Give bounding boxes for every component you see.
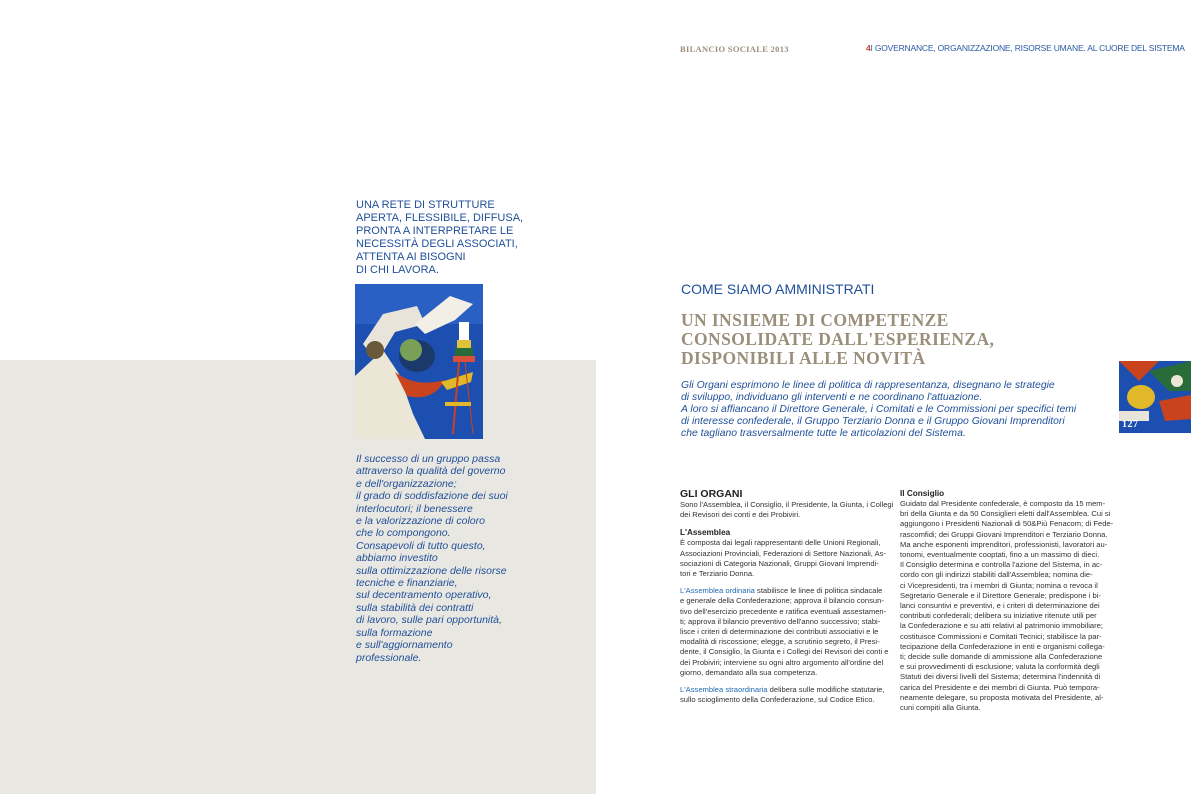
tagline-line: UNA RETE DI STRUTTURE	[356, 199, 495, 211]
intro-line: di interesse confederale, il Gruppo Terziario Donna e il Gruppo Giovani Imprenditori	[681, 415, 1065, 427]
body-line: delibera sulle modifiche statutarie,	[767, 685, 885, 695]
tagline-line: PRONTA A INTERPRETARE LE	[356, 225, 514, 237]
body-line: Sono l'Assemblea, il Consiglio, il Presidente, la Giunta, i Collegi	[680, 500, 894, 509]
quote-line: sul decentramento operativo,	[356, 589, 492, 602]
body-line: cuni compiti alla Giunta.	[900, 703, 981, 713]
body-line: Ma anche esponenti imprenditori, professionisti, lavoratori au-	[900, 539, 1108, 549]
intro-line: che tagliano trasversalmente tutte le articolazioni del Sistema.	[681, 427, 966, 439]
body-line: cordo con gli indirizzi stabiliti dall'Assemblea; nomina die-	[900, 570, 1093, 580]
body-line: Segretario Generale e il Direttore Generale; predispone i bi-	[900, 590, 1101, 600]
quote-line: sulla stabilità dei contratti	[356, 601, 474, 614]
chapter-number: 4	[866, 43, 871, 53]
body-line: rascomfidi; dei Gruppi Giovani Imprenditori e Terziario Donna.	[900, 529, 1108, 539]
quote-line: abbiamo investito	[356, 552, 438, 565]
quote-line: Consapevoli di tutto questo,	[356, 539, 486, 552]
body-line: tivo dell'esercizio precedente e ratifica eventuali assestamen-	[680, 606, 887, 616]
body-line: costituisce Commissioni e Comitati Tecnici; stabilisce la par-	[900, 631, 1102, 641]
quote-line: di lavoro, sulle pari opportunità,	[356, 614, 502, 627]
tagline-line: ATTENTA AI BISOGNI	[356, 251, 466, 263]
pull-quote	[356, 453, 566, 664]
painting-illustration	[355, 284, 483, 439]
quote-line: sulla ottimizzazione delle risorse	[356, 564, 507, 577]
chapter-title: I GOVERNANCE, ORGANIZZAZIONE, RISORSE UMANE. AL CUORE DEL SISTEMA	[870, 43, 1185, 53]
body-line: contributi confederali; delibera su iniziative ritenute utili per	[900, 611, 1097, 621]
intro-line: di sviluppo, individuano gli interventi e ne coordinano l'attuazione.	[681, 391, 983, 403]
quote-line: interlocutori; il benessere	[356, 502, 473, 515]
intro-line: Gli Organi esprimono le linee di politica di rappresentanza, disegnano le strategie	[681, 380, 1055, 391]
quote-line: e la valorizzazione di coloro	[356, 515, 485, 528]
body-line: giorno, demandato alla sua competenza.	[680, 667, 818, 677]
tagline-line: DI CHI LAVORA.	[356, 264, 439, 276]
body-line: dei Revisori dei conti e dei Probiviri.	[680, 510, 801, 520]
body-line: sociazioni di Categoria Nazionali, Gruppi Giovani Imprendi-	[680, 558, 879, 568]
tagline-line: NECESSITÀ DEGLI ASSOCIATI,	[356, 238, 518, 250]
body-line: dente, il Consiglio, la Giunta e i Collegi dei Revisori dei conti e	[680, 647, 889, 657]
body-line: ci Vicepresidenti, tra i membri di Giunta; nomina o revoca il	[900, 580, 1098, 590]
quote-line: attraverso la qualità del governo	[356, 465, 506, 478]
assemblea-ordinaria-label: L'Assemblea ordinaria	[680, 586, 755, 596]
quote-line: e sull'aggiornamento	[356, 639, 453, 652]
quote-line: che lo compongono.	[356, 527, 451, 540]
body-line: ti; decide sulle domande di ammissione alla Confederazione	[900, 652, 1103, 662]
body-line: Associazioni Provinciali, Federazioni di Settore Nazionali, As-	[680, 548, 886, 558]
page-number: 127	[1122, 419, 1139, 430]
body-line: e generale della Confederazione; approva il bilancio consun-	[680, 596, 884, 606]
intro-line: A loro si affiancano il Direttore Generale, i Comitati e le Commissioni per specifici temi	[681, 403, 1077, 415]
assemblea-straordinaria-label: L'Assemblea straordinaria	[680, 685, 768, 695]
organi-column	[680, 488, 894, 705]
quote-line: Il successo di un gruppo passa	[356, 453, 501, 465]
quote-line: professionale.	[356, 651, 422, 664]
tagline-line: APERTA, FLESSIBILE, DIFFUSA,	[356, 212, 524, 224]
body-line: bri della Giunta e da 50 Consiglieri eletti dall'Assemblea. Cui si	[900, 509, 1111, 519]
quote-line: tecniche e finanziarie,	[356, 577, 458, 590]
section-title	[681, 311, 994, 368]
quote-line: sulla formazione	[356, 626, 433, 639]
body-line: carica del Presidente e dei membri di Giunta. Può tempora-	[900, 682, 1100, 692]
tagline-block	[356, 199, 536, 277]
body-line: stabilisce le linee di politica sindacale	[754, 586, 883, 596]
assemblea-heading: L'Assemblea	[680, 528, 731, 538]
body-line: dei Probiviri; interviene su ogni altro argomento all'ordine del	[680, 657, 884, 667]
quote-line: il grado di soddisfazione dei suoi	[356, 490, 508, 503]
body-line: lanci consuntivi e preventivi, e i criteri di determinazione dei	[900, 601, 1100, 611]
consiglio-column	[900, 488, 1114, 713]
section-kicker: COME SIAMO AMMINISTRATI	[681, 281, 875, 297]
body-line: Il Consiglio determina e controlla l'azione del Sistema, in ac-	[900, 560, 1103, 570]
body-line: tonomi, eventualmente cooptati, fino a un massimo di dieci.	[900, 550, 1100, 560]
section-intro	[681, 380, 1101, 440]
title-line: DISPONIBILI ALLE NOVITÀ	[681, 348, 926, 368]
consiglio-heading: Il Consiglio	[900, 489, 945, 498]
body-line: Guidato dal Presidente confederale, è composto da 15 mem-	[900, 499, 1106, 508]
quote-line: e dell'organizzazione;	[356, 477, 457, 490]
body-line: tori e Terziario Donna.	[680, 569, 755, 579]
body-line: ti; approva il bilancio preventivo dell'anno successivo; stabi-	[680, 616, 881, 626]
title-line: UN INSIEME DI COMPETENZE	[681, 310, 949, 330]
body-line: Statuti dei diversi livelli del Sistema; determina l'indennità di	[900, 672, 1101, 682]
body-line: sullo scioglimento della Confederazione, sul Codice Etico.	[680, 695, 875, 705]
body-line: lisce i criteri di determinazione dei contributi associativi e le	[680, 627, 879, 637]
body-line: la Confederazione e su atti relativi al patrimonio immobiliare;	[900, 621, 1104, 631]
running-header-title: BILANCIO SOCIALE 2013	[680, 44, 789, 54]
body-line: tecipazione della Confederazione in enti e organismi collega-	[900, 641, 1105, 651]
running-header-chapter	[866, 43, 1185, 53]
body-line: modalità di riscossione; elegge, a scrutinio segreto, il Presi-	[680, 637, 880, 647]
title-line: CONSOLIDATE DALL'ESPERIENZA,	[681, 329, 995, 349]
body-line: neamente delegare, su proposta motivata del Presidente, al-	[900, 692, 1104, 702]
body-line: È composta dai legali rappresentanti delle Unioni Regionali,	[680, 538, 881, 548]
organi-heading: GLI ORGANI	[680, 488, 743, 500]
body-line: aggiungono i Presidenti Nazionali di 50&Più Fenacom; di Fede-	[900, 519, 1114, 529]
body-line: e sui provvedimenti di esclusione; valuta la conformità degli	[900, 662, 1100, 672]
